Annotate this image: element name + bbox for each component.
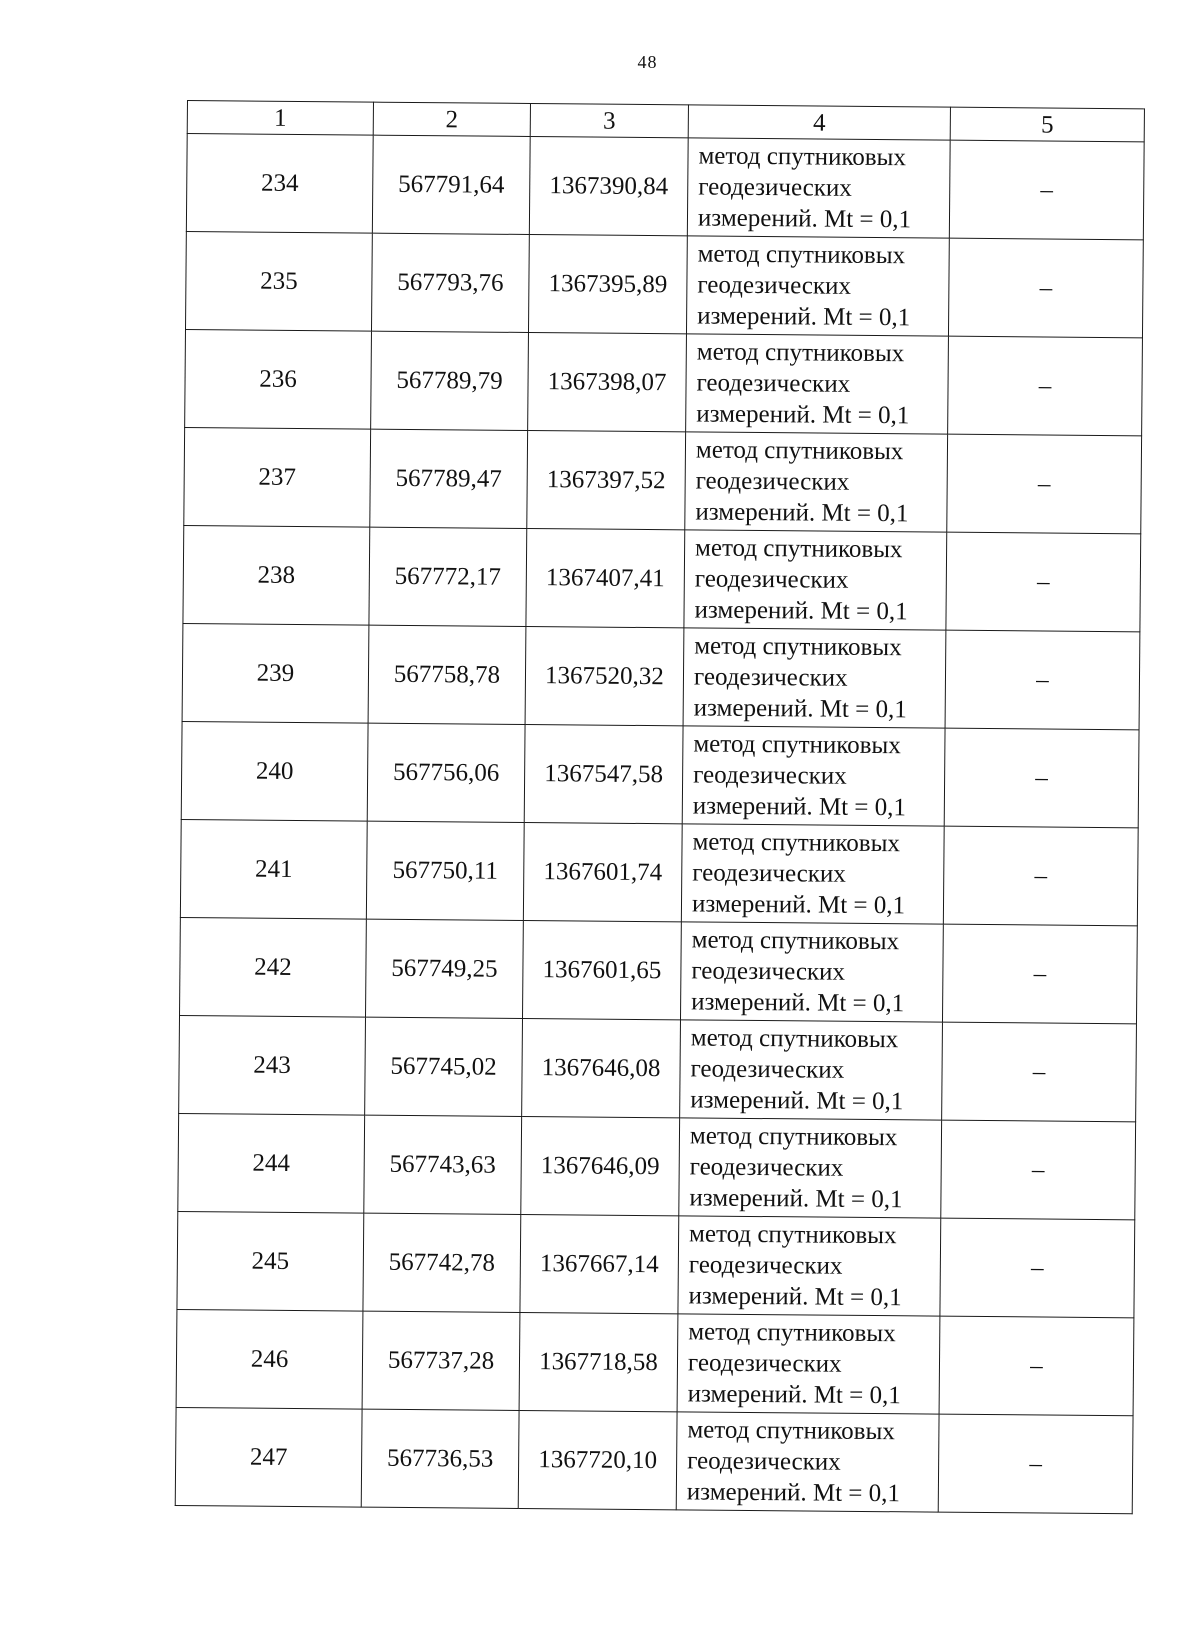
coord-x: 567742,78: [363, 1213, 521, 1312]
coord-y: 1367398,07: [528, 332, 687, 431]
point-number: 244: [178, 1113, 365, 1213]
method-line: метод спутниковых: [690, 1024, 899, 1054]
table-row: [180, 917, 1138, 1023]
column-5-value: –: [946, 532, 1141, 632]
method-line: метод спутниковых: [695, 436, 904, 466]
method-line: геодезических: [694, 565, 849, 594]
header-col-3: 3: [530, 103, 688, 137]
point-number: 241: [180, 819, 367, 919]
point-number: 240: [181, 721, 368, 821]
header-col-4: 4: [688, 105, 950, 140]
method-line: геодезических: [690, 1055, 845, 1084]
method-line: геодезических: [691, 957, 846, 986]
method-line: измерений. Mt = 0,1: [691, 988, 905, 1018]
coord-y: 1367646,08: [522, 1018, 681, 1117]
method-description: [683, 628, 946, 728]
method-description: [686, 236, 949, 336]
column-5-value: –: [942, 1022, 1137, 1122]
point-number: 236: [185, 329, 372, 429]
coord-y: 1367390,84: [529, 136, 688, 235]
coord-y: 1367520,32: [525, 626, 684, 725]
table-row: [175, 1407, 1133, 1513]
method-line: измерений. Mt = 0,1: [688, 1282, 902, 1312]
method-line: геодезических: [698, 173, 852, 202]
coord-x: 567745,02: [365, 1017, 523, 1116]
header-col-5: 5: [950, 107, 1144, 142]
method-line: метод спутниковых: [688, 1318, 896, 1348]
method-line: измерений. Mt = 0,1: [686, 1478, 901, 1508]
column-5-value: –: [939, 1316, 1134, 1416]
table-row: [177, 1211, 1135, 1317]
point-number: 243: [179, 1015, 366, 1115]
method-line: геодезических: [687, 1349, 842, 1378]
column-5-value: –: [945, 630, 1140, 730]
column-5-value: –: [940, 1218, 1135, 1318]
point-number: 238: [183, 525, 370, 625]
method-line: измерений. Mt = 0,1: [687, 1380, 901, 1410]
method-description: [686, 334, 949, 434]
method-line: метод спутниковых: [693, 730, 901, 760]
method-line: геодезических: [689, 1153, 844, 1182]
coord-x: 567791,64: [372, 135, 530, 234]
method-line: метод спутниковых: [697, 240, 906, 270]
method-description: [680, 1020, 943, 1120]
table-row: [185, 231, 1143, 337]
column-5-value: –: [948, 238, 1143, 338]
page-number: 48: [637, 52, 658, 72]
method-line: измерений. Mt = 0,1: [694, 596, 908, 626]
method-line: метод спутниковых: [692, 828, 901, 858]
coord-y: 1367407,41: [526, 528, 685, 627]
point-number: 237: [184, 427, 371, 527]
method-description: [687, 138, 950, 238]
method-line: метод спутниковых: [694, 632, 902, 662]
point-number: 234: [186, 134, 373, 234]
point-number: 235: [185, 231, 372, 331]
method-line: измерений. Mt = 0,1: [689, 1184, 903, 1214]
column-5-value: –: [944, 728, 1139, 828]
method-line: измерений. Mt = 0,1: [696, 400, 910, 430]
column-5-value: –: [943, 826, 1138, 926]
method-line: измерений. Mt = 0,1: [697, 302, 911, 332]
method-description: [676, 1412, 939, 1512]
method-line: метод спутниковых: [689, 1220, 897, 1250]
coord-x: 567793,76: [371, 233, 529, 332]
method-description: [682, 726, 945, 826]
method-description: [677, 1314, 940, 1414]
table-row: [185, 329, 1143, 435]
method-line: измерений. Mt = 0,1: [690, 1086, 904, 1116]
table-row: [176, 1309, 1134, 1415]
method-line: геодезических: [697, 271, 852, 300]
point-number: 245: [177, 1211, 364, 1311]
table-row: [183, 525, 1141, 631]
method-line: геодезических: [687, 1447, 841, 1476]
method-line: измерений. Mt = 0,1: [697, 204, 912, 234]
method-line: измерений. Mt = 0,1: [692, 792, 907, 822]
table-row: [186, 134, 1144, 240]
method-description: [680, 922, 943, 1022]
table-row: [179, 1015, 1137, 1121]
column-5-value: –: [938, 1414, 1133, 1514]
coord-y: 1367601,74: [523, 822, 682, 921]
table-row: [182, 623, 1140, 729]
coord-y: 1367397,52: [527, 430, 686, 529]
method-line: измерений. Mt = 0,1: [693, 694, 907, 724]
table-row: [178, 1113, 1136, 1219]
coord-x: 567756,06: [367, 723, 525, 822]
method-line: геодезических: [695, 467, 850, 496]
method-description: [681, 824, 944, 924]
method-description: [684, 530, 947, 630]
column-5-value: –: [947, 434, 1142, 534]
table-row: [181, 721, 1139, 827]
coord-y: 1367395,89: [528, 234, 687, 333]
column-5-value: –: [941, 1120, 1136, 1220]
coord-x: 567736,53: [361, 1409, 519, 1508]
method-line: геодезических: [688, 1251, 843, 1280]
table-row: [180, 819, 1138, 925]
column-5-value: –: [949, 140, 1144, 240]
table-body: [175, 134, 1144, 1514]
method-line: метод спутниковых: [698, 142, 907, 172]
method-description: [678, 1216, 941, 1316]
table-row: [184, 427, 1142, 533]
method-line: измерений. Mt = 0,1: [695, 498, 909, 528]
point-number: 246: [176, 1309, 363, 1409]
coord-x: 567750,11: [366, 821, 524, 920]
coord-y: 1367601,65: [522, 920, 681, 1019]
coord-y: 1367718,58: [519, 1312, 678, 1411]
coordinates-table: [175, 100, 1145, 1514]
point-number: 242: [180, 917, 367, 1017]
method-line: геодезических: [696, 369, 851, 398]
coord-x: 567737,28: [362, 1311, 520, 1410]
method-line: геодезических: [693, 761, 847, 790]
method-line: метод спутниковых: [696, 338, 905, 368]
method-line: метод спутниковых: [687, 1416, 895, 1446]
coord-x: 567758,78: [368, 625, 526, 724]
method-description: [679, 1118, 942, 1218]
coord-x: 567749,25: [366, 919, 524, 1018]
coord-x: 567772,17: [369, 527, 527, 626]
coord-x: 567789,47: [370, 429, 528, 528]
header-col-2: 2: [373, 102, 530, 136]
column-5-value: –: [942, 924, 1137, 1024]
coord-x: 567789,79: [371, 331, 529, 430]
header-col-1: 1: [187, 101, 373, 136]
method-line: геодезических: [692, 859, 846, 888]
method-line: метод спутниковых: [689, 1122, 898, 1152]
coord-y: 1367547,58: [524, 724, 683, 823]
coord-y: 1367720,10: [518, 1410, 677, 1509]
method-line: метод спутниковых: [691, 926, 900, 956]
method-line: метод спутниковых: [694, 534, 903, 564]
coord-x: 567743,63: [364, 1115, 522, 1214]
point-number: 247: [175, 1407, 362, 1507]
method-description: [685, 432, 948, 532]
method-line: измерений. Mt = 0,1: [691, 890, 906, 920]
coord-y: 1367646,09: [521, 1116, 680, 1215]
coord-y: 1367667,14: [520, 1214, 679, 1313]
point-number: 239: [182, 623, 369, 723]
method-line: геодезических: [693, 663, 848, 692]
column-5-value: –: [948, 336, 1143, 436]
